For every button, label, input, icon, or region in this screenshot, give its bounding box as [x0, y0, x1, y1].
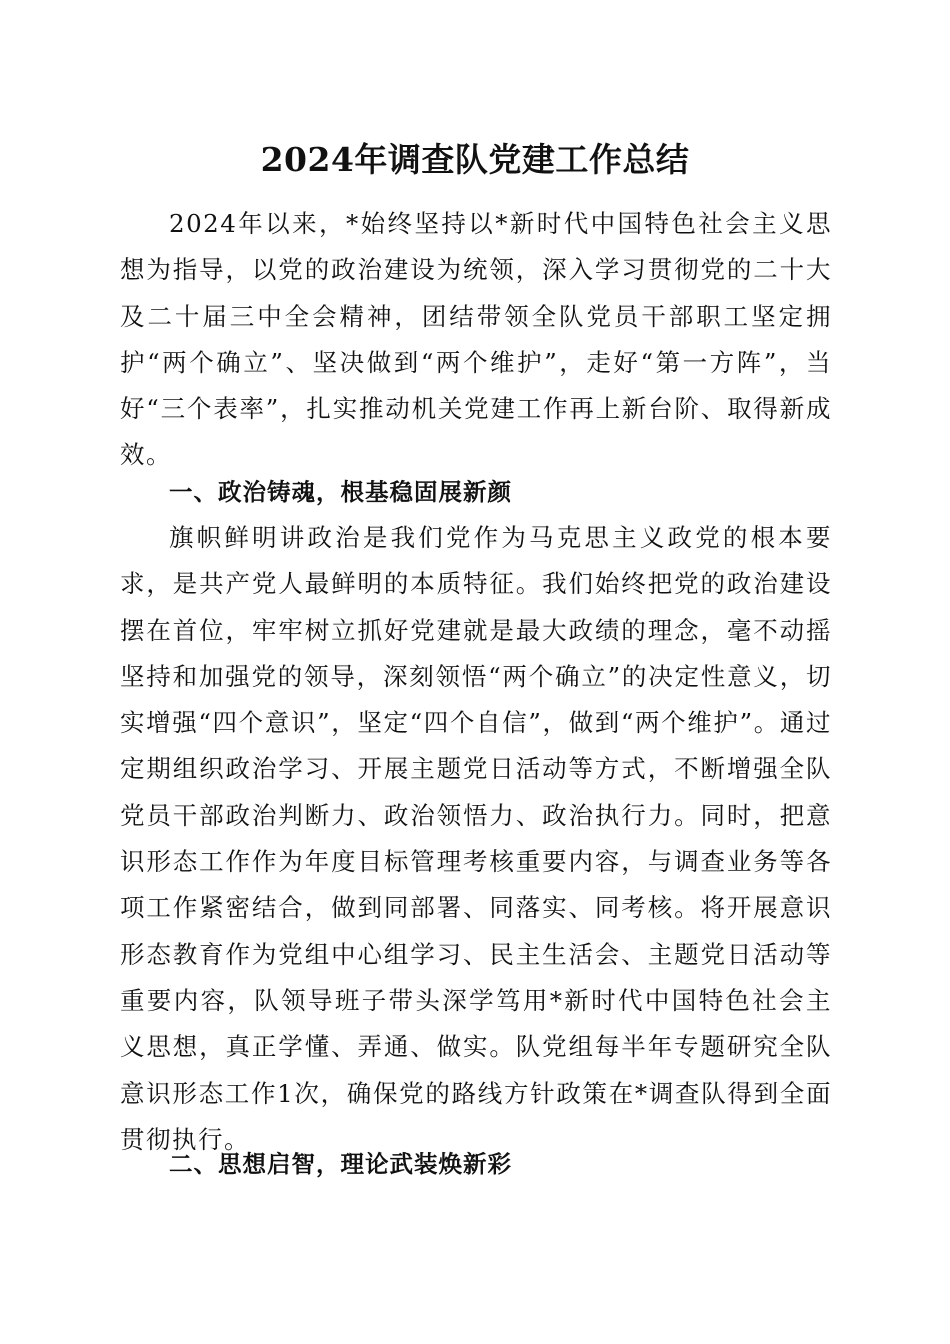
intro-paragraph: 2024年以来，*始终坚持以*新时代中国特色社会主义思想为指导，以党的政治建设为统领，深入学习贯彻党的二十大及二十届三中全会精神，团结带领全队党员干部职工坚定拥护“两个确立”、坚决做到“两个维护”，走好“第一方阵”，当好“三个表率”，扎实推动机关党建工作再上新台阶、取得新成效。: [120, 209, 832, 470]
document-title: 2024年调查队党建工作总结: [260, 140, 690, 179]
section-1-heading: 一、政治铸魂，根基稳固展新颜: [169, 478, 512, 506]
section-2-heading: 二、思想启智，理论武装焕新彩: [169, 1150, 512, 1178]
section-1-paragraph: 旗帜鲜明讲政治是我们党作为马克思主义政党的根本要求，是共产党人最鲜明的本质特征。我们始终把党的政治建设摆在首位，牢牢树立抓好党建就是最大政绩的理念，毫不动摇坚持和加强党的领导，深刻领悟“两个确立”的决定性意义，切实增强“四个意识”，坚定“四个自信”，做到“两个维护”。通过定期组织政治学习、开展主题党日活动等方式，不断增强全队党员干部政治判断力、政治领悟力、政治执行力。同时，把意识形态工作作为年度目标管理考核重要内容，与调查业务等各项工作紧密结合，做到同部署、同落实、同考核。将开展意识形态教育作为党组中心组学习、民主生活会、主题党日活动等重要内容，队领导班子带头深学笃用*新时代中国特色社会主义思想，真正学懂、弄通、做实。队党组每半年专题研究全队意识形态工作1次，确保党的路线方针政策在*调查队得到全面贯彻执行。: [120, 523, 832, 1154]
